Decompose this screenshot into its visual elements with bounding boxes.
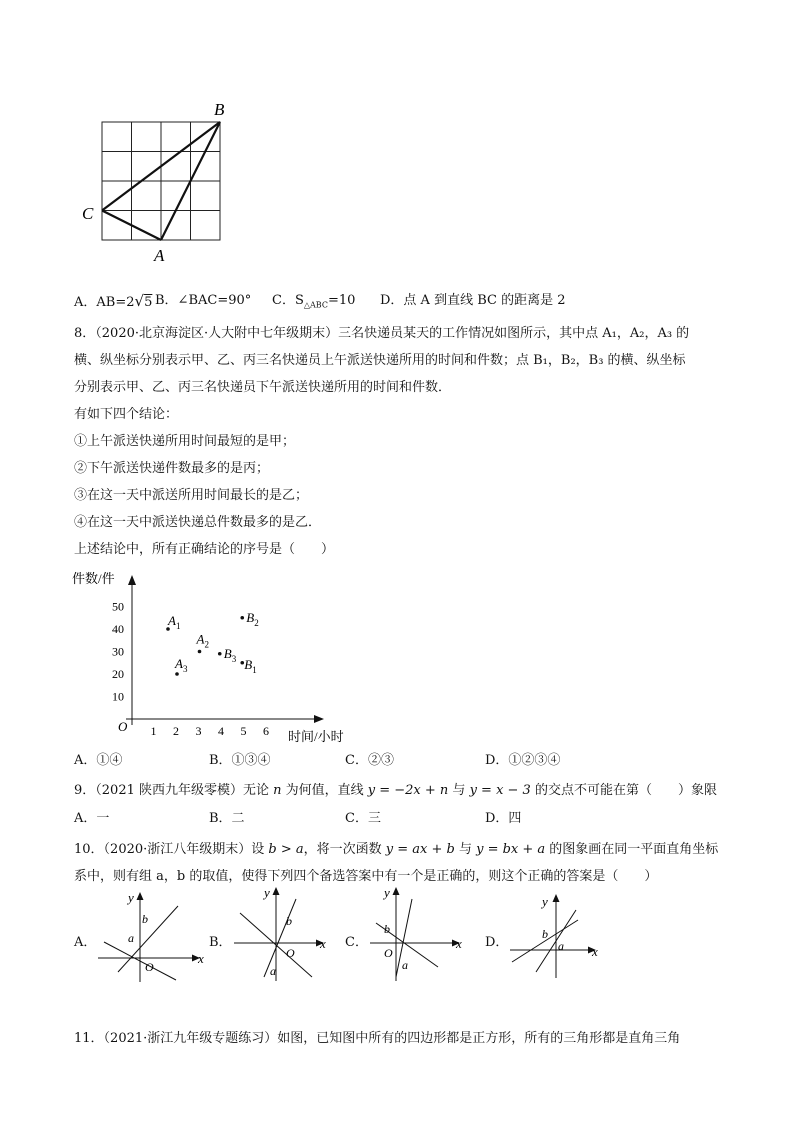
x-axis-label: 时间/小时 xyxy=(288,729,344,744)
svg-text:y: y xyxy=(264,885,270,900)
q7-option-b[interactable]: B．∠BAC=90° xyxy=(155,293,252,308)
q7-option-d[interactable]: D．点 A 到直线 BC 的距离是 2 xyxy=(380,293,566,308)
y-tick-label: 20 xyxy=(112,667,124,681)
q9-option-c[interactable]: C．三 xyxy=(345,811,381,826)
q8-text-line-2: 横、纵坐标分别表示甲、乙、丙三名快递员上午派送快递所用的时间和件数；点 B₁，B₂，B₃ 的横、纵坐标 xyxy=(74,353,686,368)
svg-text:b: b xyxy=(286,914,292,928)
point-subscript: 1 xyxy=(175,621,181,631)
q9-option-a[interactable]: A．一 xyxy=(74,811,110,826)
y-tick-label: 30 xyxy=(112,644,124,659)
point-label-b: B xyxy=(214,100,225,119)
point-label-c: C xyxy=(82,204,94,223)
q8-text-line-4: 有如下四个结论： xyxy=(74,407,179,422)
q9-option-d[interactable]: D．四 xyxy=(485,811,522,826)
origin-label: O xyxy=(118,719,128,734)
svg-text:b: b xyxy=(542,927,548,941)
grid xyxy=(102,122,220,240)
point-letter: B xyxy=(223,645,232,661)
svg-text:y: y xyxy=(384,885,390,900)
q10-graph-d xyxy=(506,890,611,985)
q8-text-line-3: 分别表示甲、乙、丙三名快递员下午派送快递所用的时间和件数． xyxy=(74,380,452,395)
y-axis-arrow xyxy=(128,575,136,585)
data-point xyxy=(218,652,222,656)
sqrt-sign: √ xyxy=(134,292,145,310)
triangle-grid-figure xyxy=(80,95,240,265)
svg-text:y: y xyxy=(128,890,134,905)
point-subscript: 1 xyxy=(252,664,257,675)
x-tick-label: 6 xyxy=(263,724,269,738)
svg-text:x: x xyxy=(592,944,598,959)
data-point-label xyxy=(244,657,256,675)
q8-option-c[interactable]: C．②③ xyxy=(345,753,394,768)
data-point xyxy=(240,616,244,620)
svg-text:O: O xyxy=(384,946,393,960)
data-point-label xyxy=(246,610,258,628)
svg-text:a: a xyxy=(558,939,564,953)
x-tick-label: 2 xyxy=(173,724,179,738)
q10-graph-a xyxy=(94,890,209,985)
point-label-a: A xyxy=(154,246,165,265)
svg-text:y: y xyxy=(542,894,548,909)
svg-text:a: a xyxy=(270,964,276,978)
q10-option-b[interactable]: B． xyxy=(209,935,232,950)
data-point-label xyxy=(174,656,188,674)
point-letter: A xyxy=(196,631,205,647)
data-point xyxy=(198,650,202,654)
q10-option-a[interactable]: A． xyxy=(74,935,97,950)
scatter-chart xyxy=(70,565,370,745)
point-subscript: 2 xyxy=(254,617,259,628)
point-subscript: 3 xyxy=(182,664,188,674)
y-axis-label: 件数/件 xyxy=(72,571,115,586)
q7-option-c[interactable]: C．$S_{\triangle ABC}=10$ xyxy=(272,293,356,310)
x-tick-label: 5 xyxy=(240,724,247,738)
point-letter: B xyxy=(246,609,255,625)
point-letter: B xyxy=(244,656,253,672)
q8-text-line-1: 8．（2020·北京海淀区·人大附中七年级期末）三名快递员某天的工作情况如图所示，其中点 A₁，A₂，A₃ 的 xyxy=(74,326,690,341)
svg-text:x: x xyxy=(320,936,326,951)
q10-option-c[interactable]: C． xyxy=(345,935,368,950)
svg-text:O: O xyxy=(145,960,154,974)
q9-option-b[interactable]: B．二 xyxy=(209,811,245,826)
q10-option-d[interactable]: D． xyxy=(485,935,509,950)
svg-text:b: b xyxy=(384,922,390,936)
y-tick-label: 40 xyxy=(112,622,124,636)
data-point-label xyxy=(224,646,237,664)
svg-text:a: a xyxy=(128,931,134,945)
svg-text:b: b xyxy=(142,912,148,926)
q10-graph-c xyxy=(366,885,471,985)
y-tick-label: 10 xyxy=(112,689,124,704)
q8-option-a[interactable]: A．①④ xyxy=(74,753,123,768)
q10-text-line-1: 10．（2020·浙江八年级期末）设 b > a，将一次函数 y = ax + b 与 y = bx + a 的图象画在同一平面直角坐标 xyxy=(74,842,719,857)
q8-option-b[interactable]: B．①③④ xyxy=(209,753,271,768)
x-axis-arrow xyxy=(314,715,324,723)
q8-conclusion-1: ①上午派送快递所用时间最短的是甲； xyxy=(74,434,296,449)
data-point-label xyxy=(196,632,209,650)
x-tick-label: 4 xyxy=(218,724,224,738)
data-point xyxy=(175,672,179,676)
q8-conclusion-3: ③在这一天中派送所用时间最长的是乙； xyxy=(74,488,309,503)
point-subscript: 3 xyxy=(231,653,237,664)
svg-text:O: O xyxy=(286,946,295,960)
q10-graph-b xyxy=(230,885,335,985)
q7-option-a[interactable]: A．AB=2√5 xyxy=(74,292,153,310)
q8-conclusion-2: ②下午派送快递件数最多的是丙； xyxy=(74,461,270,476)
svg-text:x: x xyxy=(456,936,462,951)
point-subscript: 2 xyxy=(204,639,209,650)
x-tick-label: 1 xyxy=(150,724,157,738)
svg-text:x: x xyxy=(198,951,204,966)
svg-text:a: a xyxy=(402,958,408,972)
y-tick-label: 50 xyxy=(112,599,124,614)
q8-option-d[interactable]: D．①②③④ xyxy=(485,753,561,768)
q11-text-line-1: 11．（2021·浙江九年级专题练习）如图，已知图中所有的四边形都是正方形，所有的三角形都是直角三角 xyxy=(74,1031,681,1046)
q10-text-line-2: 系中，则有组 a，b 的取值，使得下列四个备选答案中有一个是正确的，则这个正确的答案是（ ） xyxy=(74,869,658,884)
point-letter: A xyxy=(168,613,176,628)
point-letter: A xyxy=(175,656,183,671)
q9-text: 9．（2021 陕西九年级零模）无论 n 为何值，直线 y = −2x + n 与 y = x − 3 的交点不可能在第（ ）象限 xyxy=(74,783,717,798)
q8-question: 上述结论中，所有正确结论的序号是（ ） xyxy=(74,542,335,557)
x-tick-label: 3 xyxy=(195,724,202,738)
q8-conclusion-4: ④在这一天中派送快递总件数最多的是乙． xyxy=(74,515,322,530)
